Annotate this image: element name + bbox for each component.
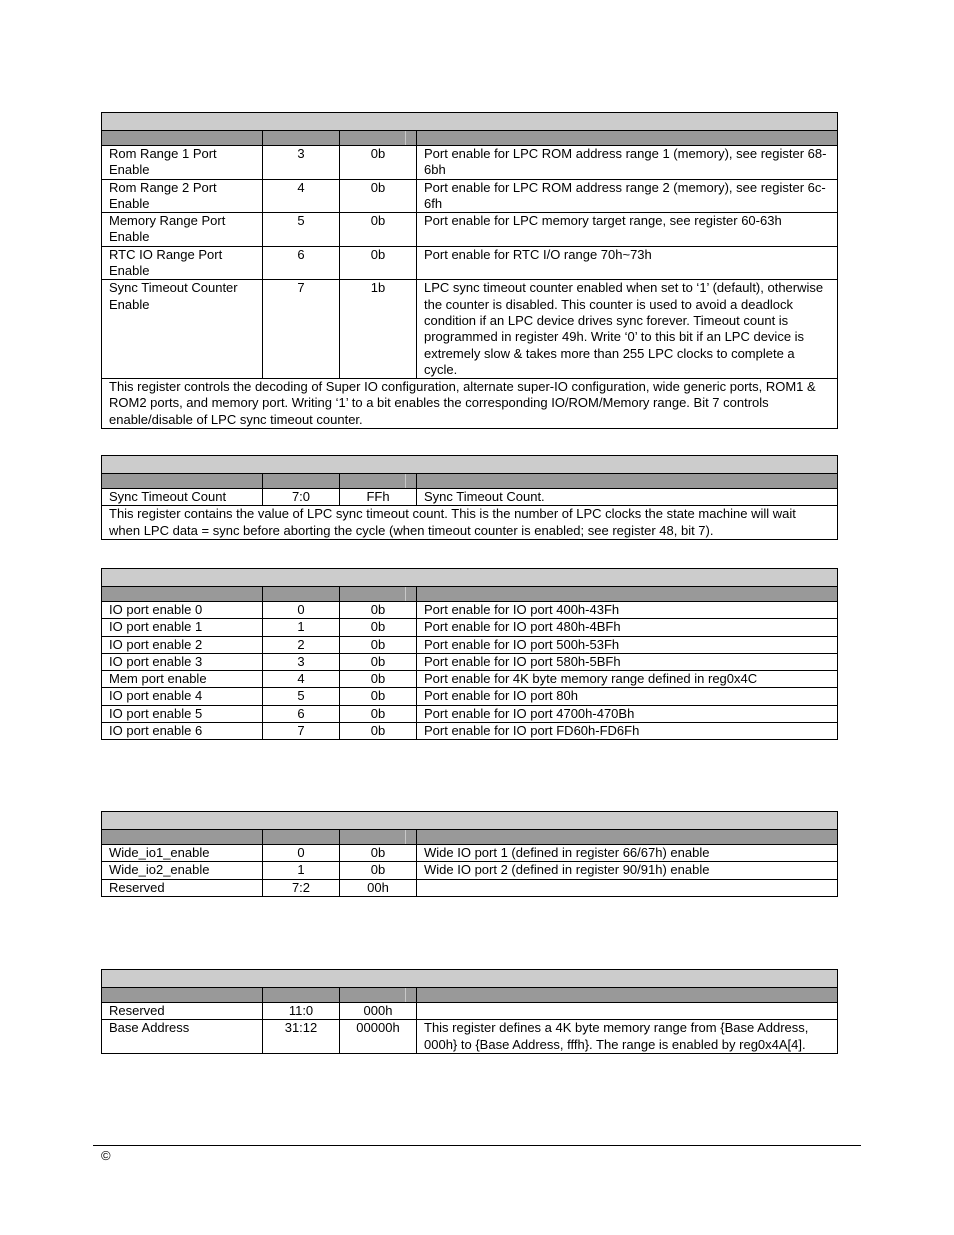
- bits: 31:12: [263, 1020, 340, 1054]
- table-note-row: [102, 379, 838, 429]
- register-note: This register controls the decoding of Super IO configuration, alternate super-IO configuration, wide generic ports, ROM1 & ROM2 ports, and memory port. Writing ‘1’ to a bit enables the corresponding IO/ROM/Memory range. Bit 7 controls enable/disable of LPC sync timeout counter.: [102, 379, 838, 429]
- field-name: Reserved: [102, 1003, 263, 1020]
- field-name: IO port enable 1: [102, 619, 263, 636]
- field-name: Wide_io1_enable: [102, 845, 263, 862]
- table-row: [102, 653, 838, 670]
- copyright-notice: ©: [101, 1148, 111, 1163]
- bits: 7: [263, 280, 340, 379]
- table-row: [102, 688, 838, 705]
- bits: 2: [263, 636, 340, 653]
- table-header-row: [102, 988, 838, 1003]
- description: Wide IO port 1 (defined in register 66/67h) enable: [417, 845, 838, 862]
- field-name: RTC IO Range Port Enable: [102, 246, 263, 280]
- table-row: [102, 845, 838, 862]
- table-header-row: [102, 474, 838, 489]
- default-value: 0b: [340, 862, 417, 879]
- table-row: [102, 179, 838, 213]
- default-value: 0b: [340, 636, 417, 653]
- default-value: 1b: [340, 280, 417, 379]
- field-name: Sync Timeout Counter Enable: [102, 280, 263, 379]
- bits: 4: [263, 179, 340, 213]
- bits: 0: [263, 602, 340, 619]
- bits: 7:0: [263, 489, 340, 506]
- table-row: [102, 146, 838, 180]
- default-value: 0b: [340, 688, 417, 705]
- description: Port enable for IO port 4700h-470Bh: [417, 705, 838, 722]
- field-name: Base Address: [102, 1020, 263, 1054]
- table-row: [102, 671, 838, 688]
- bits: 5: [263, 688, 340, 705]
- field-name: Wide_io2_enable: [102, 862, 263, 879]
- default-value: 0b: [340, 671, 417, 688]
- field-name: IO port enable 6: [102, 723, 263, 740]
- description: Port enable for LPC ROM address range 2 (memory), see register 6c-6fh: [417, 179, 838, 213]
- field-name: Memory Range Port Enable: [102, 213, 263, 247]
- default-value: 00h: [340, 879, 417, 896]
- field-name: IO port enable 2: [102, 636, 263, 653]
- description: Port enable for IO port 400h-43Fh: [417, 602, 838, 619]
- description: LPC sync timeout counter enabled when set to ‘1’ (default), otherwise the counter is disabled. This counter is used to avoid a deadlock condition if an LPC device drives sync forever. Timeout count is programmed in register 49h. Write ‘0’ to this bit if an LPC device is extremely slow & takes more than 255 LPC clocks to complete a cycle.: [417, 280, 838, 379]
- description: Port enable for IO port 480h-4BFh: [417, 619, 838, 636]
- table-header-row: [102, 131, 838, 146]
- bits: 7: [263, 723, 340, 740]
- bits: 3: [263, 146, 340, 180]
- table-row: [102, 1020, 838, 1054]
- table-title-bar: [102, 812, 838, 830]
- default-value: 00000h: [340, 1020, 417, 1054]
- field-name: IO port enable 0: [102, 602, 263, 619]
- register-table-5: [101, 969, 838, 1054]
- field-name: IO port enable 3: [102, 653, 263, 670]
- default-value: 0b: [340, 602, 417, 619]
- table-row: [102, 619, 838, 636]
- field-name: Rom Range 1 Port Enable: [102, 146, 263, 180]
- description: Sync Timeout Count.: [417, 489, 838, 506]
- bits: 6: [263, 705, 340, 722]
- default-value: 0b: [340, 723, 417, 740]
- description: [417, 1003, 838, 1020]
- table-row: [102, 705, 838, 722]
- bits: 11:0: [263, 1003, 340, 1020]
- default-value: 0b: [340, 845, 417, 862]
- default-value: 000h: [340, 1003, 417, 1020]
- field-name: IO port enable 5: [102, 705, 263, 722]
- table-header-row: [102, 587, 838, 602]
- default-value: 0b: [340, 619, 417, 636]
- bits: 7:2: [263, 879, 340, 896]
- table-note-row: [102, 506, 838, 540]
- description: Port enable for 4K byte memory range defined in reg0x4C: [417, 671, 838, 688]
- table-title-bar: [102, 970, 838, 988]
- default-value: 0b: [340, 179, 417, 213]
- table-row: [102, 862, 838, 879]
- table-title-bar: [102, 569, 838, 587]
- table-row: [102, 280, 838, 379]
- register-table-2: [101, 455, 838, 540]
- description: This register defines a 4K byte memory range from {Base Address, 000h} to {Base Address, fffh}. The range is enabled by reg0x4A[4].: [417, 1020, 838, 1054]
- field-name: Reserved: [102, 879, 263, 896]
- table-row: [102, 246, 838, 280]
- table-row: [102, 602, 838, 619]
- field-name: Mem port enable: [102, 671, 263, 688]
- table-row: [102, 1003, 838, 1020]
- description: Port enable for RTC I/O range 70h~73h: [417, 246, 838, 280]
- default-value: 0b: [340, 705, 417, 722]
- description: Port enable for IO port 500h-53Fh: [417, 636, 838, 653]
- description: Port enable for LPC ROM address range 1 (memory), see register 68-6bh: [417, 146, 838, 180]
- table-row: [102, 213, 838, 247]
- description: Port enable for IO port 80h: [417, 688, 838, 705]
- default-value: 0b: [340, 213, 417, 247]
- bits: 3: [263, 653, 340, 670]
- field-name: Rom Range 2 Port Enable: [102, 179, 263, 213]
- table-row: [102, 879, 838, 896]
- table-row: [102, 636, 838, 653]
- description: [417, 879, 838, 896]
- field-name: IO port enable 4: [102, 688, 263, 705]
- bits: 4: [263, 671, 340, 688]
- table-row: [102, 489, 838, 506]
- table-row: [102, 723, 838, 740]
- bits: 5: [263, 213, 340, 247]
- default-value: 0b: [340, 246, 417, 280]
- register-table-3: [101, 568, 838, 740]
- field-name: Sync Timeout Count: [102, 489, 263, 506]
- footer-divider: [93, 1145, 861, 1146]
- register-table-1: [101, 112, 838, 429]
- description: Wide IO port 2 (defined in register 90/91h) enable: [417, 862, 838, 879]
- description: Port enable for LPC memory target range, see register 60-63h: [417, 213, 838, 247]
- table-title-bar: [102, 113, 838, 131]
- default-value: 0b: [340, 146, 417, 180]
- table-title-bar: [102, 456, 838, 474]
- bits: 1: [263, 619, 340, 636]
- default-value: FFh: [340, 489, 417, 506]
- table-header-row: [102, 830, 838, 845]
- default-value: 0b: [340, 653, 417, 670]
- bits: 0: [263, 845, 340, 862]
- description: Port enable for IO port FD60h-FD6Fh: [417, 723, 838, 740]
- bits: 6: [263, 246, 340, 280]
- register-note: This register contains the value of LPC sync timeout count. This is the number of LPC clocks the state machine will wait when LPC data = sync before aborting the cycle (when timeout counter is enabled; see register 48, bit 7).: [102, 506, 838, 540]
- description: Port enable for IO port 580h-5BFh: [417, 653, 838, 670]
- register-table-4: [101, 811, 838, 897]
- bits: 1: [263, 862, 340, 879]
